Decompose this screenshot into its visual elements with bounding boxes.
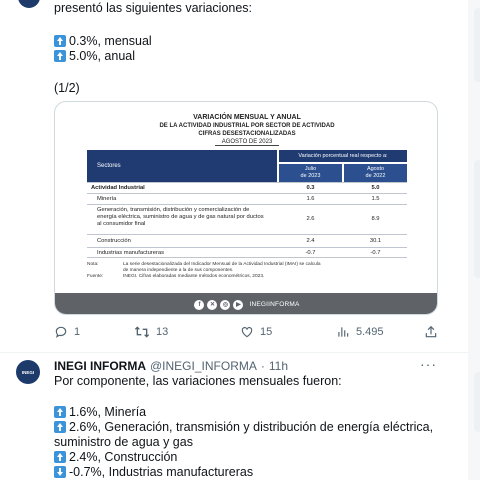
source-text: INEGI. Cifras elaboradas mediante métodos econométricos, 2023.	[123, 274, 265, 279]
avatar-logo-text: INEGI	[21, 369, 35, 375]
tweet-line	[54, 48, 464, 63]
reply-button[interactable]	[54, 322, 80, 342]
variation-annual: 5.0%, anual	[69, 48, 136, 63]
component-variation: 2.4%, Construcción	[69, 449, 178, 464]
header-line: de 2023	[300, 173, 321, 179]
tweet-text	[54, 0, 464, 95]
note-text: La serie desestacionalizada del Indicador Mensual de la Actividad Industrial (IMAI) se calcula	[123, 262, 321, 267]
table-row	[87, 204, 407, 234]
tweet-line	[54, 80, 464, 95]
cell-value: 1.6	[306, 196, 315, 202]
image-subtitle: DE LA ACTIVIDAD INDUSTRIAL POR SECTOR DE ACTIVIDAD	[159, 123, 335, 129]
tweet-actions	[54, 322, 444, 342]
table-row	[87, 234, 407, 247]
reply-count: 1	[74, 326, 81, 338]
cell-value: 2.4	[306, 238, 315, 244]
data-table	[87, 150, 407, 258]
retweet-icon	[134, 325, 150, 339]
share-icon	[424, 325, 438, 339]
column-header-agosto	[344, 164, 407, 182]
down-arrow-icon	[54, 466, 66, 478]
component-variation: 2.6%, Generación, transmisión y distribución de energía eléctrica,	[69, 419, 434, 434]
tweet-line	[54, 419, 454, 434]
tweet-line	[54, 449, 454, 464]
tweet-intro-text: Por componente, las variaciones mensuales fueron:	[54, 373, 342, 388]
cell-value: 5.0	[371, 185, 380, 191]
note-label: Nota:	[87, 262, 99, 267]
source-label: Fuente:	[87, 274, 104, 279]
cell-value: 2.6	[306, 216, 315, 222]
like-count: 15	[260, 326, 273, 338]
row-label: Construcción	[97, 238, 131, 244]
table-notes	[87, 262, 417, 280]
sidebar-card	[474, 8, 480, 82]
thread-page-indicator: (1/2)	[54, 80, 80, 95]
footer-handle: INEGIINFORMA	[249, 301, 300, 308]
separator-dot: ·	[260, 359, 265, 373]
tweet-line	[54, 373, 454, 388]
author-handle[interactable]: @INEGI_INFORMA	[150, 359, 257, 373]
avatar[interactable]	[16, 360, 40, 384]
view-count: 5.495	[356, 326, 384, 338]
sidebar-card	[474, 372, 480, 432]
x-icon: ✕	[207, 300, 217, 310]
tweet-line	[54, 434, 454, 449]
image-period: AGOSTO DE 2023	[215, 139, 279, 146]
views-button[interactable]	[336, 322, 384, 342]
header-line: Agosto	[366, 166, 385, 172]
row-label: Industrias manufactureras	[97, 250, 165, 256]
cell-value: 8.9	[371, 216, 380, 222]
tweet-line	[54, 33, 464, 48]
share-button[interactable]	[424, 322, 438, 342]
up-arrow-icon	[54, 35, 66, 47]
facebook-icon: f	[194, 300, 204, 310]
tweet-timestamp[interactable]: 11h	[268, 359, 288, 373]
youtube-icon: ▶	[233, 300, 243, 310]
component-variation: -0.7%, Industrias manufactureras	[69, 464, 254, 479]
header-line: Julio	[304, 166, 317, 172]
column-header-julio	[279, 164, 342, 182]
note-text: de manera independiente a la de sus componentes.	[123, 268, 234, 273]
retweet-count: 13	[156, 326, 169, 338]
reply-icon	[54, 325, 68, 339]
column-header-sectores: Sectores	[87, 150, 277, 182]
image-title: VARIACIÓN MENSUAL Y ANUAL	[193, 114, 301, 121]
row-label: Minería	[97, 196, 117, 202]
up-arrow-icon	[54, 406, 66, 418]
retweet-button[interactable]	[134, 322, 168, 342]
avatar[interactable]	[18, 0, 40, 8]
cell-value: -0.7	[370, 250, 381, 256]
tweet-line	[54, 0, 464, 15]
tweet-text	[54, 373, 454, 479]
sidebar-card	[474, 160, 480, 278]
up-arrow-icon	[54, 451, 66, 463]
tweet-image[interactable]	[54, 101, 438, 315]
analytics-icon	[336, 325, 350, 339]
tweet-intro-text: presentó las siguientes variaciones:	[54, 0, 253, 15]
up-arrow-icon	[54, 50, 66, 62]
instagram-icon: ◎	[220, 300, 230, 310]
header-line: de 2022	[365, 173, 386, 179]
table-row	[87, 247, 407, 258]
tweet-line	[54, 464, 454, 479]
component-variation: suministro de agua y gas	[54, 434, 193, 449]
variation-monthly: 0.3%, mensual	[69, 33, 152, 48]
more-options-icon[interactable]: ···	[420, 356, 437, 372]
table-header	[87, 150, 407, 182]
author-name[interactable]: INEGI INFORMA	[54, 359, 146, 373]
heart-icon	[240, 325, 254, 339]
tweet-divider	[0, 352, 468, 353]
right-sidebar-edge	[468, 0, 480, 480]
tweet-line	[54, 404, 454, 419]
image-subtitle: CIFRAS DESESTACIONALIZADAS	[198, 131, 296, 137]
up-arrow-icon	[54, 421, 66, 433]
row-label: Actividad Industrial	[91, 185, 145, 191]
cell-value: 30.1	[369, 238, 382, 244]
row-label: Generación, transmisión, distribución y comercialización de energía eléctrica, suministro de agua y de gas natural por ductos al consumidor final	[97, 207, 264, 227]
column-group-header: Variación porcentual real respecto a:	[279, 150, 407, 162]
cell-value: 0.3	[306, 185, 315, 191]
component-variation: 1.6%, Minería	[69, 404, 147, 419]
cell-value: -0.7	[305, 250, 316, 256]
image-footer-bar	[55, 293, 438, 315]
cell-value: 1.5	[371, 196, 380, 202]
table-row	[87, 193, 407, 204]
like-button[interactable]	[240, 322, 272, 342]
table-row	[87, 182, 407, 193]
